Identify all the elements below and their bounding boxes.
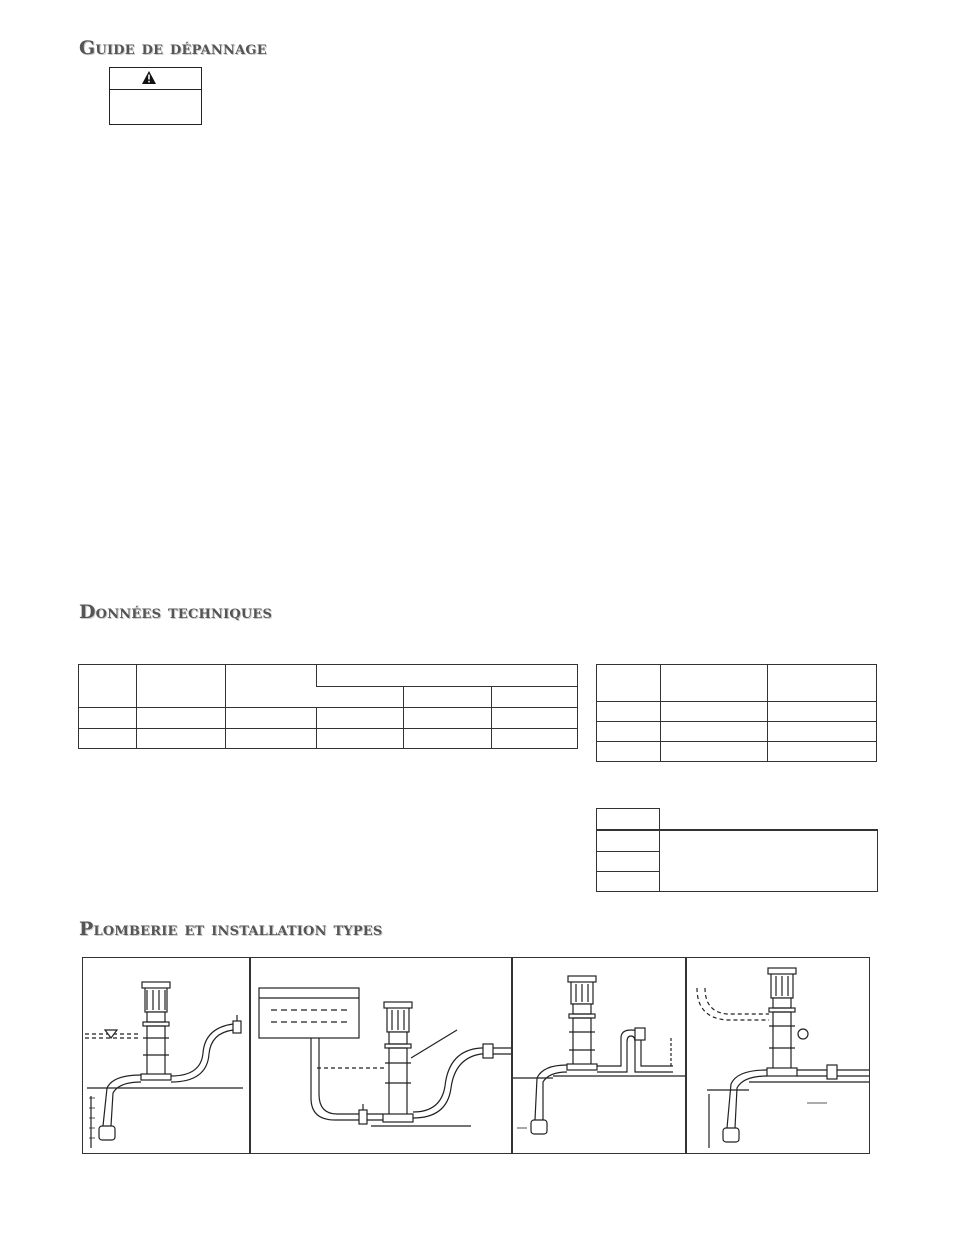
- table-cell: [768, 722, 877, 742]
- table-cell: [317, 687, 404, 708]
- table-cell: [661, 742, 768, 762]
- table-row: [79, 729, 578, 749]
- table-cell: [137, 665, 226, 708]
- plumbing-heading: Plomberie et installation types: [79, 918, 383, 940]
- table-cell: [661, 722, 768, 742]
- table-cell: [597, 665, 661, 702]
- table-cell: [317, 708, 404, 729]
- table-cell: [768, 665, 877, 702]
- warning-box: [109, 67, 202, 125]
- table-row: [79, 708, 578, 729]
- table-row: [597, 742, 877, 762]
- table-cell: [661, 702, 768, 722]
- table-cell: [137, 729, 226, 749]
- table-cell: [491, 687, 578, 708]
- table-cell: [768, 702, 877, 722]
- technical-data-table-2: [596, 664, 877, 762]
- table-header-row: [79, 665, 578, 687]
- table-cell: [491, 708, 578, 729]
- technical-data-heading: Données techniques: [79, 601, 273, 623]
- table-cell: [596, 830, 660, 852]
- table-cell: [317, 729, 404, 749]
- table-cell: [403, 729, 491, 749]
- table-cell: [403, 687, 491, 708]
- installation-figure-3: [512, 957, 686, 1154]
- table-cell: [137, 708, 226, 729]
- table-row: [597, 702, 877, 722]
- table-cell: [596, 851, 660, 872]
- warning-triangle-icon: [142, 71, 156, 84]
- table-cell: [226, 665, 317, 708]
- warning-box-header: [110, 68, 201, 90]
- installation-figure-2: [250, 957, 512, 1154]
- table-cell: [79, 665, 137, 708]
- technical-data-table-1: [78, 664, 578, 749]
- table-cell: [597, 722, 661, 742]
- table-cell: [596, 871, 660, 892]
- divider: [596, 829, 878, 831]
- table-cell: [79, 729, 137, 749]
- table-row: [597, 722, 877, 742]
- table-cell: [226, 729, 317, 749]
- installation-figure-1: [82, 957, 250, 1154]
- table-cell: [597, 742, 661, 762]
- table-cell: [317, 665, 578, 687]
- table-cell: [491, 729, 578, 749]
- table-cell: [596, 808, 660, 831]
- table-header-row: [597, 665, 877, 702]
- troubleshooting-heading: Guide de dépannage: [79, 37, 267, 59]
- table-cell: [597, 702, 661, 722]
- table-cell: [226, 708, 317, 729]
- table-cell: [79, 708, 137, 729]
- installation-figure-4: [686, 957, 870, 1154]
- table-cell: [768, 742, 877, 762]
- table-cell: [403, 708, 491, 729]
- table-cell: [661, 665, 768, 702]
